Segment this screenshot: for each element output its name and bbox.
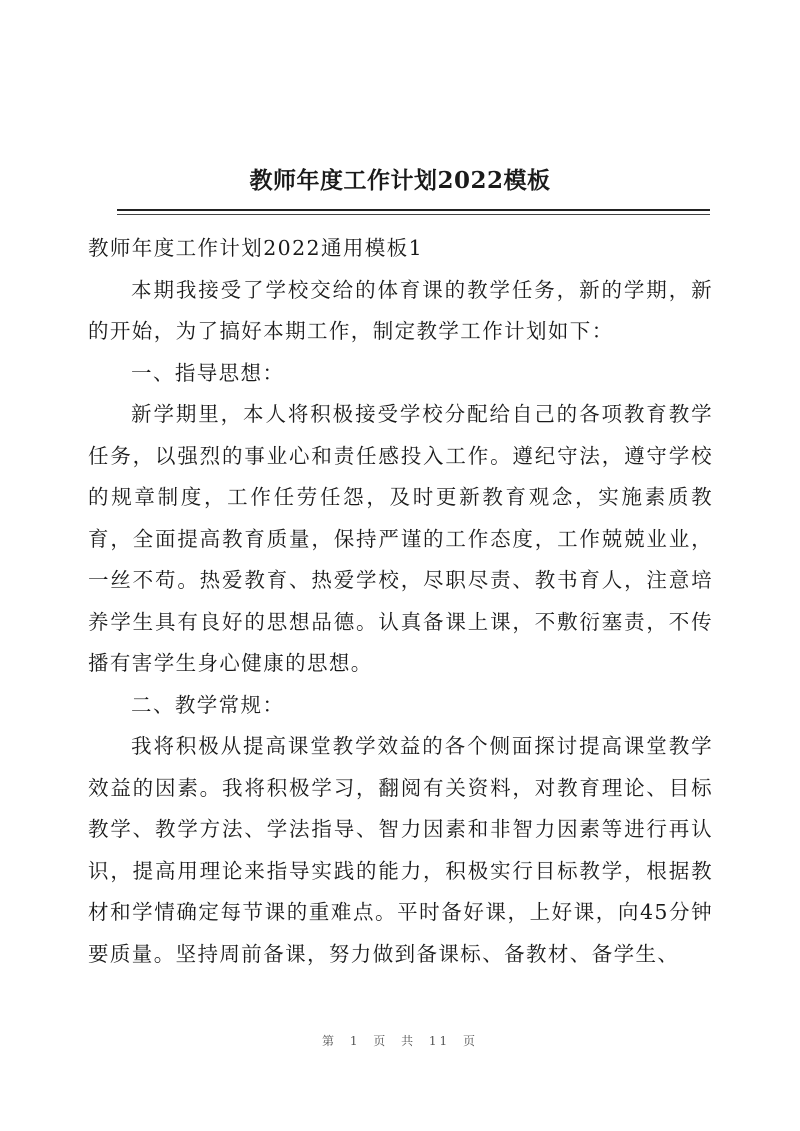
title-rule-thick	[117, 209, 710, 211]
page-footer: 第 1 页 共 11 页	[322, 1034, 478, 1048]
title-rule-thin	[117, 214, 710, 215]
document-title: 教师年度工作计划2022模板	[249, 167, 551, 194]
paragraph-intro: 本期我接受了学校交给的体育课的教学任务，新的学期，新的开始，为了搞好本期工作，制定教学工作计划如下：	[88, 277, 713, 343]
paragraph-guiding-thought: 新学期里，本人将积极接受学校分配给自己的各项教育教学任务，以强烈的事业心和责任感投入工作。遵纪守法，遵守学校的规章制度，工作任劳任怨，及时更新教育观念，实施素质教育，全面提高教育质量，保持严谨的工作态度，工作兢兢业业，一丝不苟。热爱教育、热爱学校，尽职尽责、教书育人，注意培养学生具有良好的思想品德。认真备课上课，不敷衍塞责，不传播有害学生身心健康的思想。	[88, 402, 713, 675]
document-body	[88, 228, 713, 975]
section-subtitle: 教师年度工作计划2022通用模板1	[88, 236, 424, 260]
heading-teaching-routine: 二、教学常规：	[131, 692, 285, 717]
paragraph-teaching-routine: 我将积极从提高课堂教学效益的各个侧面探讨提高课堂教学效益的因素。我将积极学习，翻阅有关资料，对教育理论、目标教学、教学方法、学法指导、智力因素和非智力因素等进行再认识，提高用理论来指导实践的能力，积极实行目标教学，根据教材和学情确定每节课的重难点。平时备好课，上好课，向45分钟要质量。坚持周前备课，努力做到备课标、备教材、备学生、	[88, 734, 713, 966]
heading-guiding-thought: 一、指导思想：	[131, 360, 285, 385]
